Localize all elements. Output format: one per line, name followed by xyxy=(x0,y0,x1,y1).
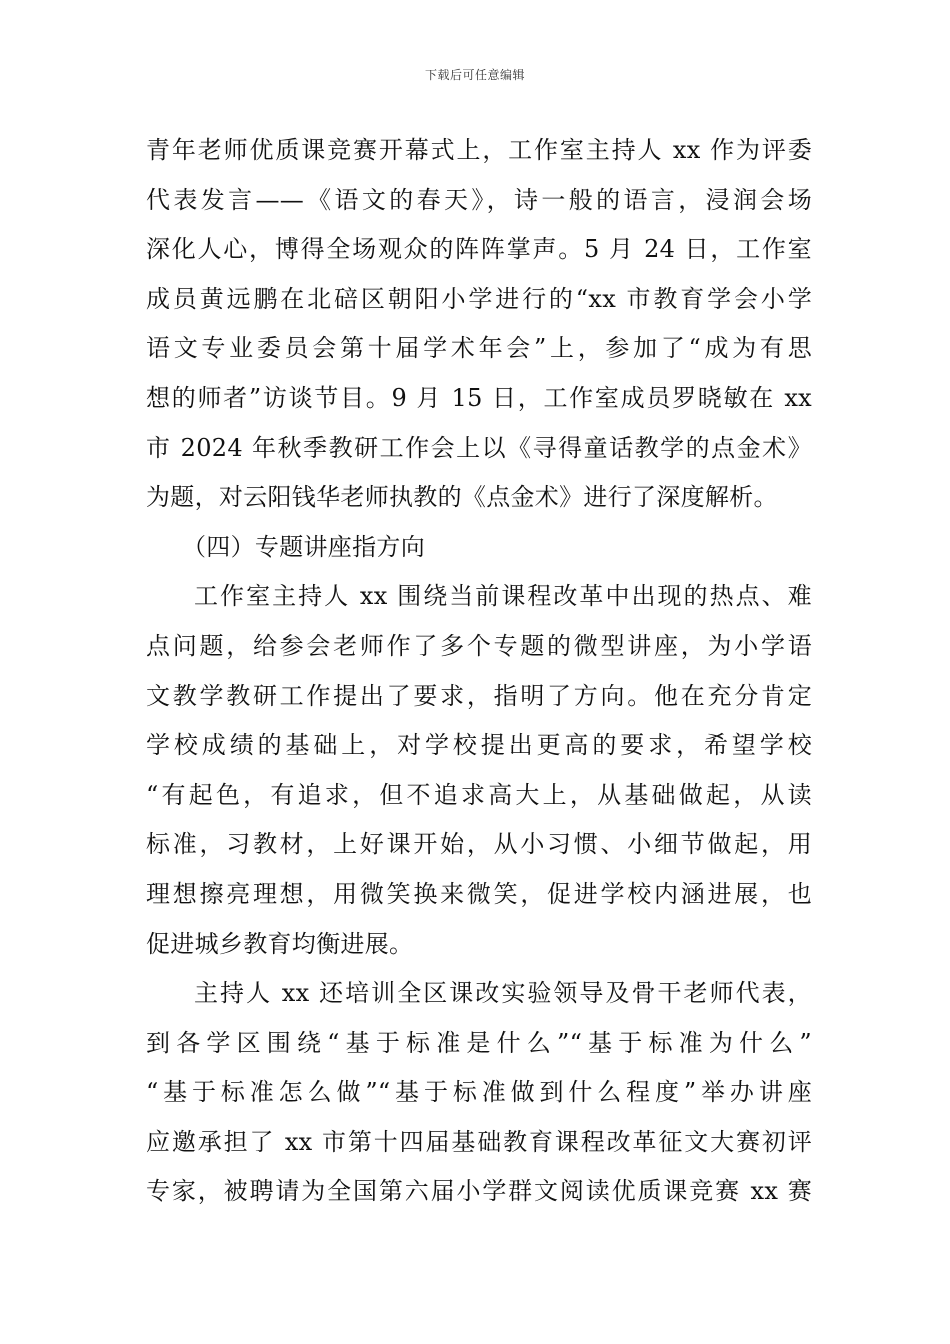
text-line: 主持人 xx 还培训全区课改实验领导及骨干老师代表， xyxy=(194,979,812,1008)
text-line: 代表发言——《语文的春天》，诗一般的语言，浸润会场 xyxy=(146,185,812,214)
text-line: 语文专业委员会第十届学术年会”上，参加了“成为有思 xyxy=(146,334,812,363)
text-line: 市 2024 年秋季教研工作会上以《寻得童话教学的点金术》 xyxy=(146,433,812,462)
text-line: 应邀承担了 xx 市第十四届基础教育课程改革征文大赛初评 xyxy=(146,1127,812,1156)
text-line: 工作室主持人 xx 围绕当前课程改革中出现的热点、难 xyxy=(194,582,812,611)
section-heading: （四）专题讲座指方向 xyxy=(182,532,425,561)
text-line: 促进城乡教育均衡进展。 xyxy=(146,929,414,958)
text-line: 学校成绩的基础上，对学校提出更高的要求，希望学校 xyxy=(146,731,812,760)
text-line: 标准，习教材，上好课开始，从小习惯、小细节做起，用 xyxy=(146,830,812,859)
text-line: 专家，被聘请为全国第六届小学群文阅读优质课竞赛 xx 赛 xyxy=(146,1177,812,1206)
text-line: “基于标准怎么做”“基于标准做到什么程度”举办讲座 xyxy=(146,1078,812,1107)
page-header: 下载后可任意编辑 xyxy=(424,68,525,82)
text-line: 文教学教研工作提出了要求，指明了方向。他在充分肯定 xyxy=(146,681,812,710)
document-body xyxy=(146,126,812,1217)
text-line: 想的师者”访谈节目。9 月 15 日，工作室成员罗晓敏在 xx xyxy=(146,383,812,412)
text-line: 理想擦亮理想，用微笑换来微笑，促进学校内涵进展，也 xyxy=(146,879,812,908)
text-line: 青年老师优质课竞赛开幕式上，工作室主持人 xx 作为评委 xyxy=(146,136,812,164)
text-line: “有起色，有追求，但不追求高大上，从基础做起，从读 xyxy=(146,780,812,809)
text-line: 成员黄远鹏在北碚区朝阳小学进行的“xx 市教育学会小学 xyxy=(146,284,812,313)
text-line: 深化人心，博得全场观众的阵阵掌声。5 月 24 日，工作室 xyxy=(146,235,812,264)
text-line: 为题，对云阳钱华老师执教的《点金术》进行了深度解析。 xyxy=(146,483,778,512)
text-line: 点问题，给参会老师作了多个专题的微型讲座，为小学语 xyxy=(146,631,812,660)
text-line: 到各学区围绕“基于标准是什么”“基于标准为什么” xyxy=(146,1028,812,1057)
